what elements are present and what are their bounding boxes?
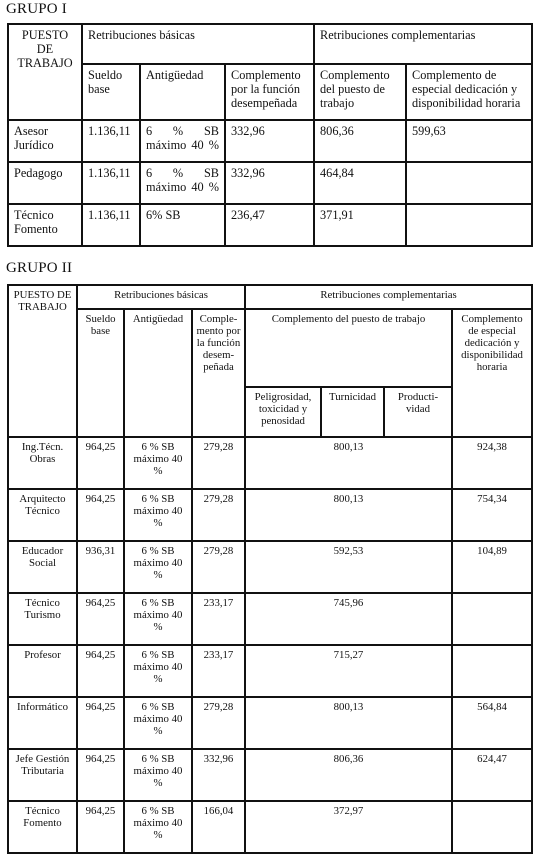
cell-sueldo: 1.136,11 [82,120,140,162]
header-complementarias: Retribuciones complementarias [314,24,532,64]
cell-antiguedad: 6 % SB máximo 40 % [124,697,192,749]
cell-puesto: Profesor [8,645,77,697]
cell-sueldo: 964,25 [77,697,124,749]
header-funcion: Complemento por la función desempeñada [225,64,314,120]
group-2-title: GRUPO II [6,260,73,276]
header-puesto: PUESTO DE TRABAJO [8,24,82,120]
cell-especial: 754,34 [452,489,532,541]
cell-funcion: 279,28 [192,437,245,489]
header-puesto-comp: Complemento del puesto de trabajo [314,64,406,120]
cell-sueldo: 1.136,11 [82,204,140,246]
header-basicas: Retribuciones básicas [82,24,314,64]
table-row [8,541,532,593]
cell-puesto-comp: 745,96 [245,593,452,645]
cell-puesto-comp: 800,13 [245,489,452,541]
cell-especial: 564,84 [452,697,532,749]
cell-antiguedad: 6 % SB máximo 40 % [140,162,225,204]
cell-funcion: 236,47 [225,204,314,246]
table-row [8,697,532,749]
cell-sueldo: 964,25 [77,489,124,541]
cell-puesto: Informático [8,697,77,749]
cell-antiguedad: 6 % SB máximo 40 % [124,593,192,645]
cell-especial [452,645,532,697]
cell-especial: 624,47 [452,749,532,801]
cell-sueldo: 964,25 [77,437,124,489]
cell-puesto-comp: 800,13 [245,437,452,489]
cell-puesto-comp: 592,53 [245,541,452,593]
cell-antiguedad: 6 % SB máximo 40 % [124,801,192,853]
header-peligrosidad: Peligrosidad, toxicidad y penosidad [245,387,321,437]
cell-sueldo: 936,31 [77,541,124,593]
cell-sueldo: 964,25 [77,645,124,697]
cell-sueldo: 964,25 [77,801,124,853]
cell-sueldo: 1.136,11 [82,162,140,204]
header-turnicidad: Turnicidad [321,387,384,437]
header-sueldo: Sueldo base [82,64,140,120]
cell-antiguedad: 6 % SB máximo 40 % [124,645,192,697]
cell-funcion: 279,28 [192,697,245,749]
cell-sueldo: 964,25 [77,749,124,801]
cell-puesto-comp: 371,91 [314,204,406,246]
cell-puesto: Técnico Turismo [8,593,77,645]
cell-puesto-comp: 464,84 [314,162,406,204]
cell-especial: 599,63 [406,120,532,162]
cell-puesto: Asesor Jurídico [8,120,82,162]
table-row [8,437,532,489]
cell-puesto-comp: 800,13 [245,697,452,749]
cell-puesto-comp: 806,36 [314,120,406,162]
header-antiguedad: Antigüedad [140,64,225,120]
table-row [8,489,532,541]
cell-antiguedad: 6 % SB máximo 40 % [124,749,192,801]
group-1-title: GRUPO I [6,1,67,17]
table-row [8,749,532,801]
cell-funcion: 233,17 [192,645,245,697]
header-puesto: PUESTO DE TRABAJO [8,285,77,437]
cell-puesto-comp: 715,27 [245,645,452,697]
cell-antiguedad: 6 % SB máximo 40 % [124,437,192,489]
header-sueldo: Sueldo base [77,309,124,437]
header-especial: Complemento de especial dedicación y disponibilidad horaria [406,64,532,120]
cell-puesto: Técnico Fomento [8,801,77,853]
table-row [8,645,532,697]
cell-puesto-comp: 806,36 [245,749,452,801]
cell-especial [406,162,532,204]
cell-sueldo: 964,25 [77,593,124,645]
cell-puesto: Arquitecto Técnico [8,489,77,541]
table-row [8,162,532,204]
cell-antiguedad: 6 % SB máximo 40 % [140,120,225,162]
cell-puesto: Jefe Gestión Tributaria [8,749,77,801]
cell-funcion: 332,96 [192,749,245,801]
cell-especial [452,593,532,645]
cell-especial [452,801,532,853]
cell-puesto: Ing.Técn. Obras [8,437,77,489]
group-2-table [7,284,533,854]
cell-puesto: Pedagogo [8,162,82,204]
header-basicas: Retribuciones básicas [77,285,245,309]
header-antiguedad: Antigüedad [124,309,192,437]
cell-puesto: Técnico Fomento [8,204,82,246]
header-funcion: Comple-mento por la función desem-peñada [192,309,245,437]
cell-especial: 104,89 [452,541,532,593]
table-row [8,593,532,645]
header-productividad: Producti-vidad [384,387,452,437]
cell-antiguedad: 6 % SB máximo 40 % [124,541,192,593]
cell-funcion: 332,96 [225,120,314,162]
cell-antiguedad: 6% SB [140,204,225,246]
header-especial: Complemento de especial dedicación y disponibilidad horaria [452,309,532,437]
cell-funcion: 166,04 [192,801,245,853]
group-1-table [7,23,533,247]
table-row [8,120,532,162]
cell-funcion: 279,28 [192,489,245,541]
header-complementarias: Retribuciones complementarias [245,285,532,309]
cell-funcion: 279,28 [192,541,245,593]
cell-puesto-comp: 372,97 [245,801,452,853]
cell-especial [406,204,532,246]
header-puesto-comp: Complemento del puesto de trabajo [245,309,452,387]
table-row [8,204,532,246]
cell-funcion: 233,17 [192,593,245,645]
cell-puesto: Educador Social [8,541,77,593]
table-row [8,801,532,853]
cell-antiguedad: 6 % SB máximo 40 % [124,489,192,541]
cell-especial: 924,38 [452,437,532,489]
cell-funcion: 332,96 [225,162,314,204]
